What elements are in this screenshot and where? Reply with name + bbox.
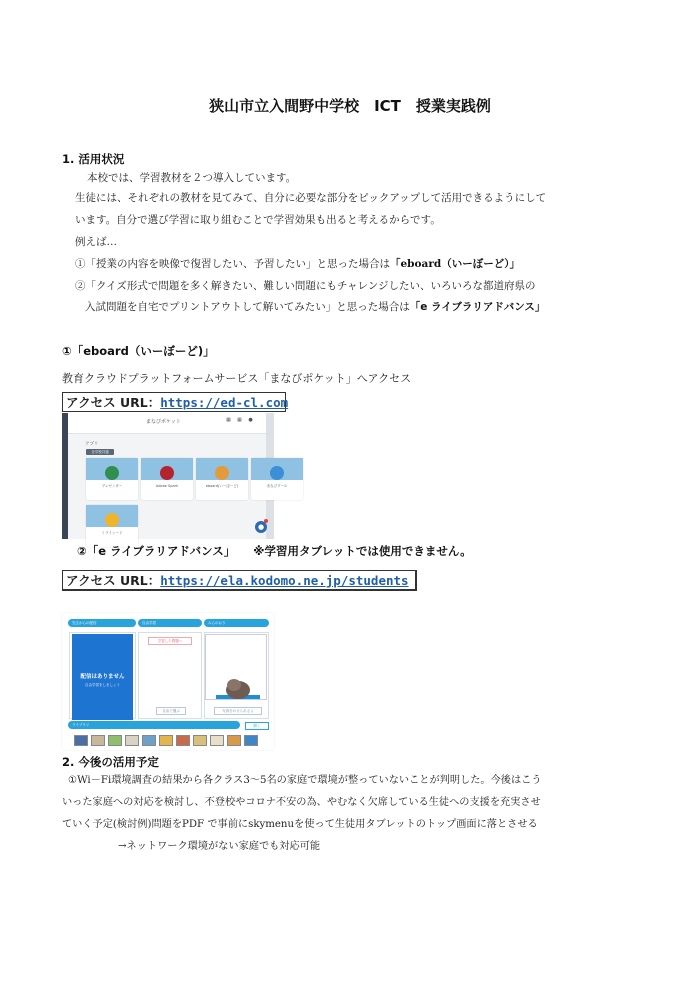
no-delivery-panel [72, 634, 133, 720]
free-study-column [138, 632, 202, 719]
section2-line4: →ネットワーク環境がない家庭でも対応可能 [118, 841, 321, 852]
app-card-presenter[interactable]: プレゼンター [86, 458, 138, 500]
screenshot-header-title: まなびポケット [146, 419, 181, 425]
no-delivery-message: 配信はありません [80, 674, 125, 680]
library-tile[interactable] [193, 735, 207, 746]
section1-item2-line1: ②「クイズ形式で問題を多く解きたい、難しい問題にもチャレンジしたい、いろいろな都道府県の [75, 280, 536, 292]
chat-fab-icon[interactable]: ● [255, 521, 267, 533]
library-tile[interactable] [74, 735, 88, 746]
photo-frame [205, 634, 267, 700]
section2-line1: ①Wi－Fi環境調査の結果から各クラス3～5名の家庭で環境が整っていないことが判明した。今後はこう [68, 775, 542, 786]
section1-line4: 例えば… [75, 236, 117, 248]
library-tile[interactable] [159, 735, 173, 746]
apps-label: アプリ [85, 442, 99, 447]
section1-item1-text: ①「授業の内容を映像で復習したい、予習したい」と思った場合は [75, 258, 390, 270]
section1-line3: います。自分で選び学習に取り組むことで学習効果も出ると考えるからです。 [75, 214, 441, 226]
eboard-icon [215, 466, 229, 480]
screenshot-header [68, 413, 274, 434]
elibrary-heading-text: ②「e ライブラリアドバンス」 [77, 544, 236, 558]
section1-item2-line2 [85, 299, 545, 315]
section1-heading: 1. 活用状況 [62, 152, 125, 166]
elibrary-screenshot [62, 613, 274, 750]
library-tile[interactable] [108, 735, 122, 746]
presenter-icon [105, 466, 119, 480]
section1-item1-bold: 「eboard（いーぼーど）」 [390, 258, 520, 270]
library-tile[interactable] [210, 735, 224, 746]
tab-teacher-delivery[interactable]: 先生からの配信 [68, 619, 136, 627]
eboard-access-label: アクセス URL： [66, 395, 161, 410]
library-tile[interactable] [176, 735, 190, 746]
eboard-desc: 教育クラウドプラットフォームサービス「まなびポケット」へアクセス [62, 372, 412, 385]
app-card-adobe-spark[interactable]: Adobe Spark [141, 458, 193, 500]
photo-upload-button[interactable]: 写真をのせられるよ [214, 707, 262, 715]
elibrary-access-box [62, 570, 417, 591]
library-tile[interactable] [244, 735, 258, 746]
library-open-button[interactable]: 開く [245, 722, 269, 730]
menu-icon: ▦ [226, 417, 231, 423]
manabi-pocket-screenshot [62, 413, 288, 539]
library-tile[interactable] [227, 735, 241, 746]
free-choice-button[interactable]: 自由で選ぶ [156, 707, 186, 715]
tab-photo[interactable]: みらのおり [204, 619, 269, 627]
section2-line3: ていく予定(検討例)問題をPDF で事前にskymenuを使って生徒用タブレットのトップ画面に落とさせる [62, 819, 538, 830]
section1-line1: 本校では、学習教材を２つ導入しています。 [87, 172, 297, 184]
elibrary-url-link[interactable]: https://ela.kodomo.ne.jp/students [160, 573, 409, 588]
person-photo-icon [206, 635, 266, 699]
page-title: 狭山市立入間野中学校 ICT 授業実践例 [209, 97, 491, 115]
library-tile[interactable] [91, 735, 105, 746]
app-card-miraiseed[interactable]: ミライシード [86, 505, 138, 547]
user-icon: ● [248, 417, 253, 423]
eboard-url-link[interactable]: https://ed-cl.com [160, 395, 289, 410]
category-chip: 全学校共通 [86, 449, 114, 455]
grid-icon: ▦ [237, 417, 242, 423]
elibrary-note: ※学習用タブレットでは使用できません。 [253, 544, 472, 558]
elibrary-heading [77, 543, 472, 559]
elibrary-access-label: アクセス URL： [66, 573, 161, 588]
studied-questions-button[interactable]: 学習した問題へ [148, 637, 192, 645]
section1-item2-text: 入試問題を自宅でプリントアウトして解いてみたい」と思った場合は [85, 301, 410, 313]
library-bar: ライブラリ [68, 721, 240, 729]
library-tile[interactable] [142, 735, 156, 746]
section2-heading: 2. 今後の活用予定 [62, 755, 159, 769]
notification-dot [264, 519, 268, 523]
miraiseed-icon [105, 513, 119, 527]
app-card-eboard[interactable]: eboard(いーぼーど) [196, 458, 248, 500]
eboard-heading: ①「eboard（いーぼーど)」 [62, 344, 215, 358]
section1-item1 [75, 256, 520, 272]
manabi-pool-icon [270, 466, 284, 480]
no-delivery-sub: 自由学習をしましょう [85, 683, 120, 687]
eboard-access-box [62, 392, 289, 412]
library-tile[interactable] [125, 735, 139, 746]
section1-item2-bold: 「e ライブラリアドバンス」 [409, 301, 546, 313]
adobe-spark-icon [160, 466, 174, 480]
section2-line2: いった家庭への対応を検討し、不登校やコロナ不安の為、やむなく欠席している生徒への支援を充実させ [62, 797, 541, 808]
tab-free-study[interactable]: 自由学習 [138, 619, 202, 627]
section1-line2: 生徒には、それぞれの教材を見てみて、自分に必要な部分をピックアップして活用できるようにして [75, 192, 547, 204]
app-card-manabi-pool[interactable]: まなびプール [251, 458, 303, 500]
